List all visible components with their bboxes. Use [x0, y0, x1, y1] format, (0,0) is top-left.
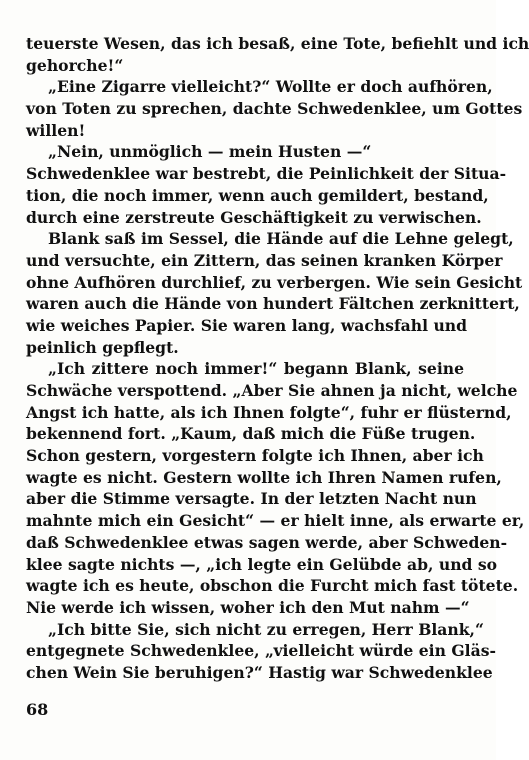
text-line: klee sagte nichts —, „ich legte ein Gelübde ab, und so [26, 554, 498, 574]
body-text [26, 33, 529, 684]
text-line: chen Wein Sie beruhigen?“ Hastig war Schwedenklee [26, 662, 493, 682]
text-line: wagte es nicht. Gestern wollte ich Ihren Namen rufen, [26, 467, 502, 487]
text-line: wie weiches Papier. Sie waren lang, wachsfahl und [26, 315, 468, 335]
text-line: tion, die noch immer, wenn auch gemildert, bestand, [26, 185, 489, 205]
text-line: „Ich bitte Sie, sich nicht zu erregen, Herr Blank,“ [48, 619, 484, 639]
text-line: von Toten zu sprechen, dachte Schwedenklee, um Gottes [26, 99, 523, 119]
text-line: waren auch die Hände von hundert Fältchen zerknittert, [26, 294, 520, 314]
text-line: mahnte mich ein Gesicht“ — er hielt inne, als erwarte er, [26, 511, 525, 531]
text-line: aber die Stimme versagte. In der letzten Nacht nun [26, 489, 477, 509]
text-line: wagte ich es heute, obschon die Furcht mich fast tötete. [26, 576, 519, 596]
text-line: ohne Aufhören durchlief, zu verbergen. Wie sein Gesicht [26, 272, 523, 292]
text-line: „Nein, unmöglich — mein Husten —“ [48, 142, 372, 162]
text-line: durch eine zerstreute Geschäftigkeit zu verwischen. [26, 207, 482, 227]
text-line: daß Schwedenklee etwas sagen werde, aber Schweden- [26, 532, 508, 552]
text-line: willen! [26, 120, 86, 140]
text-line: Schwedenklee war bestrebt, die Peinlichkeit der Situa- [26, 164, 507, 184]
text-line: „Eine Zigarre vielleicht?“ Wollte er doch aufhören, [48, 77, 493, 97]
text-line: Blank saß im Sessel, die Hände auf die Lehne gelegt, [48, 229, 514, 249]
text-line: peinlich gepflegt. [26, 337, 179, 357]
text-line: Schwäche verspottend. „Aber Sie ahnen ja nicht, welche [26, 381, 518, 400]
text-line: bekennend fort. „Kaum, daß mich die Füße trugen. [26, 424, 476, 444]
text-line: und versuchte, ein Zittern, das seinen kranken Körper [26, 250, 503, 270]
text-line: „Ich zittere noch immer!“ begann Blank, seine [48, 359, 464, 379]
text-line: teuerste Wesen, das ich besaß, eine Tote, befiehlt und ich [26, 34, 529, 53]
text-line: Angst ich hatte, als ich Ihnen folgte“, fuhr er flüsternd, [26, 402, 512, 422]
text-line: entgegnete Schwedenklee, „vielleicht würde ein Gläs- [26, 641, 496, 661]
text-line: gehorche!“ [26, 55, 124, 75]
text-line: Nie werde ich wissen, woher ich den Mut nahm —“ [26, 597, 470, 617]
page-number: 68 [26, 700, 49, 719]
text-line: Schon gestern, vorgestern folgte ich Ihnen, aber ich [26, 446, 484, 466]
